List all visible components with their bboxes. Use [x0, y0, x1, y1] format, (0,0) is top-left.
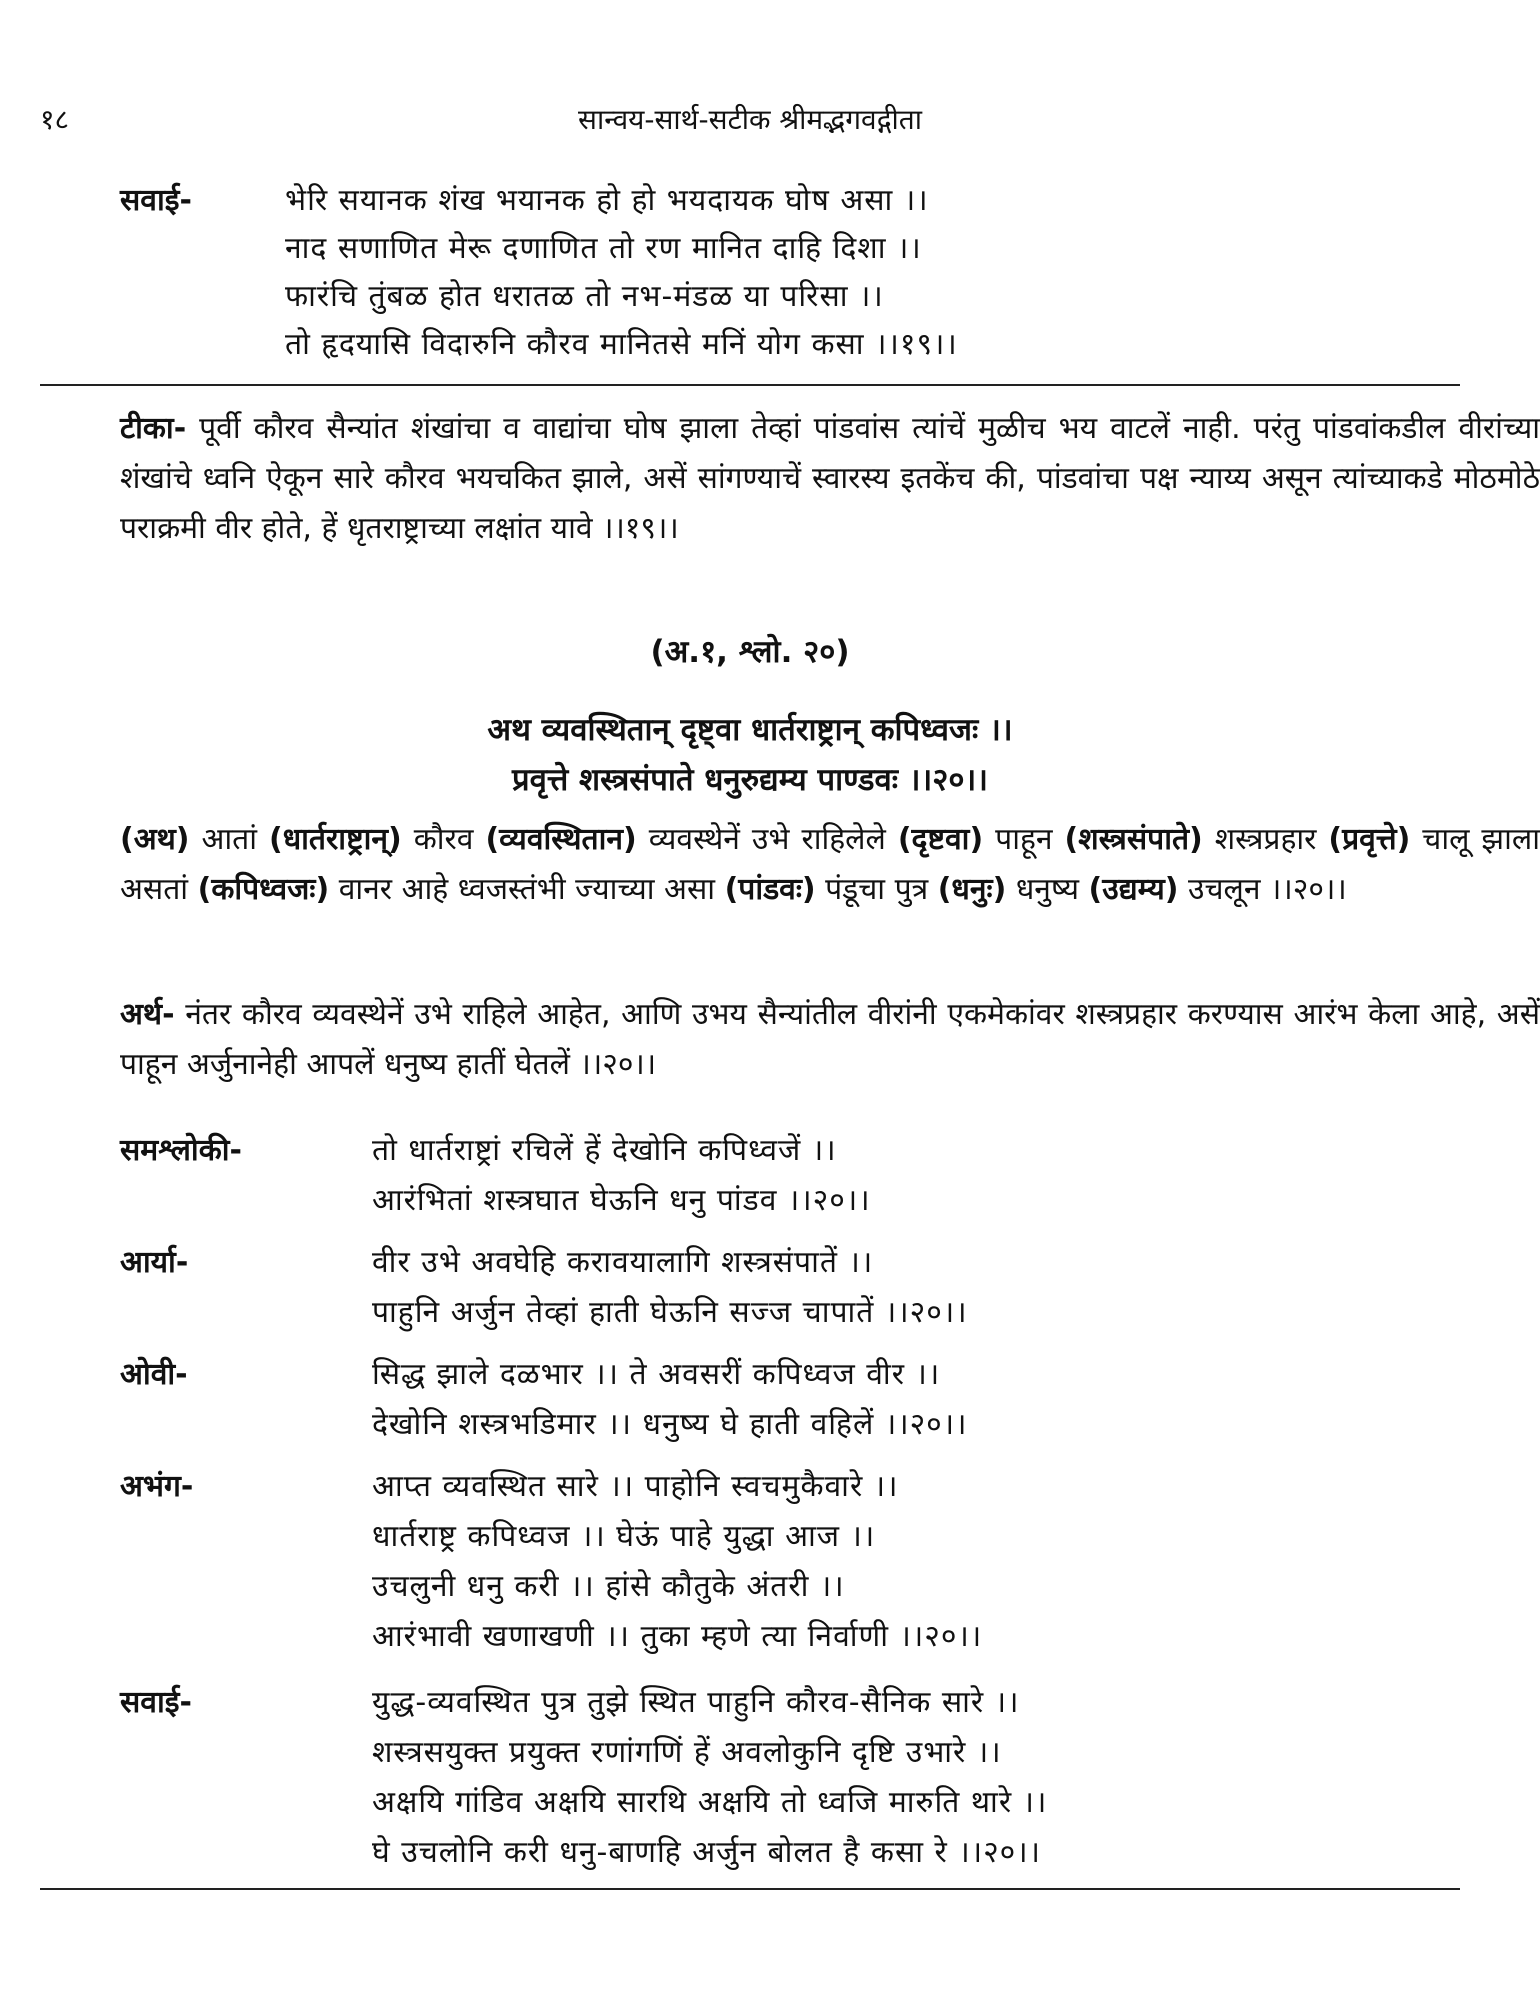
tika-text: पूर्वी कौरव सैन्यांत शंखांचा व वाद्यांचा घोष झाला तेव्हां पांडवांस त्यांचें मुळीच भय वाटलें नाही. परंतु पांडवांकडील वीरांच्या शंखांचे ध्वनि ऐकून सारे कौरव भयचकित झाले, असें सांगण्याचें स्वारस्य इतकेंच की, पांडवांचा पक्ष न्याय्य असून त्यांच्याकडे मोठमोठे पराक्रमी वीर होते, हें धृतराष्ट्राच्या लक्षांत यावे ।।१९।।: [120, 411, 1540, 546]
artha-label: अर्थ-: [120, 997, 175, 1032]
anvaya-keyword: (व्यवस्थितान): [485, 822, 637, 857]
verse-label-arya: आर्या-: [120, 1245, 189, 1280]
verse-line: पाहुनि अर्जुन तेव्हां हाती घेऊनि सज्ज चापातें ।।२०।।: [372, 1295, 968, 1330]
running-head: सान्वय-सार्थ-सटीक श्रीमद्भगवद्गीता: [578, 103, 922, 136]
verse-line: सिद्ध झाले दळभार ।। ते अवसरीं कपिध्वज वीर ।।: [372, 1357, 941, 1392]
tika-paragraph: [40, 404, 1540, 554]
anvaya-gloss: पाहून: [983, 822, 1065, 857]
shloka-line: प्रवृत्ते शस्त्रसंपाते धनुरुद्यम्य पाण्डवः ।।२०।।: [511, 762, 989, 798]
anvaya-keyword: (कपिध्वजः): [197, 872, 330, 907]
anvaya-keyword: (दृष्टवा): [897, 822, 984, 857]
anvaya-keyword: (अथ): [120, 822, 190, 857]
verse-label-abhang: अभंग-: [120, 1469, 194, 1504]
anvaya-gloss: कौरव: [401, 822, 486, 857]
verse-label-savai: सवाई-: [120, 1685, 192, 1720]
section-divider: [40, 1888, 1460, 1890]
section-divider: [40, 384, 1460, 386]
verse-line: तो धार्तराष्ट्रां रचिलें हें देखोनि कपिध्वजें ।।: [372, 1133, 837, 1168]
artha-paragraph: [40, 990, 1540, 1090]
verse-line: आरंभितां शस्त्रघात घेऊनि धनु पांडव ।।२०।।: [372, 1183, 871, 1218]
anvaya-gloss: आतां: [189, 822, 269, 857]
anvaya-keyword: (उद्यम्य): [1088, 872, 1179, 907]
artha-text: नंतर कौरव व्यवस्थेनें उभे राहिले आहेत, आणि उभय सैन्यांतील वीरांनी एकमेकांवर शस्त्रप्रहार करण्यास आरंभ केला आहे, असें पाहून अर्जुनानेही आपलें धनुष्य हातीं घेतलें ।।२०।।: [120, 997, 1540, 1082]
tika-label: टीका-: [120, 411, 187, 446]
anvaya-gloss: पंडूचा पुत्र: [815, 872, 938, 907]
anvaya-gloss: वानर आहे ध्वजस्तंभी ज्याच्या असा: [329, 872, 725, 907]
verse-line: युद्ध-व्यवस्थित पुत्र तुझे स्थित पाहुनि कौरव-सैनिक सारे ।।: [372, 1685, 1020, 1720]
anvaya-gloss: व्यवस्थेनें उभे राहिलेले: [636, 822, 898, 857]
verse-line: आप्त व्यवस्थित सारे ।। पाहोनि स्वचमुकैवारे ।।: [372, 1469, 899, 1504]
shloka-reference: (अ.१, श्लो. २०): [650, 634, 850, 670]
verse-line: तो हृदयासि विदारुनि कौरव मानितसे मनिं योग कसा ।।१९।।: [285, 327, 958, 362]
shloka-line: अथ व्यवस्थितान् दृष्ट्वा धार्तराष्ट्रान् कपिध्वजः ।।: [487, 712, 1013, 748]
verse-line: वीर उभे अवघेहि करावयालागि शस्त्रसंपातें ।।: [372, 1245, 874, 1280]
verse-line: शस्त्रसयुक्त प्रयुक्त रणांगणिं हें अवलोकुनि दृष्टि उभारे ।।: [372, 1735, 1002, 1770]
anvaya-keyword: (शस्त्रसंपाते): [1064, 822, 1203, 857]
anvaya-paragraph: [40, 815, 1540, 915]
verse-line: घे उचलोनि करी धनु-बाणहि अर्जुन बोलत है कसा रे ।।२०।।: [372, 1835, 1042, 1870]
verse-label-ovi: ओवी-: [120, 1357, 188, 1392]
anvaya-gloss: चालू झाला असतां: [120, 822, 1540, 907]
verse-line: नाद सणाणित मेरू दणाणित तो रण मानित दाहि दिशा ।।: [285, 231, 922, 266]
verse-line: फारंचि तुंबळ होत धरातळ तो नभ-मंडळ या परिसा ।।: [285, 279, 884, 314]
anvaya-keyword: (धार्तराष्ट्रान्): [269, 822, 402, 857]
verse-label-savai: सवाई-: [120, 183, 192, 218]
anvaya-gloss: धनुष्य: [1006, 872, 1089, 907]
anvaya-gloss: शस्त्रप्रहार: [1202, 822, 1329, 857]
verse-line: उचलुनी धनु करी ।। हांसे कौतुके अंतरी ।।: [372, 1569, 845, 1604]
verse-line: भेरि सयानक शंख भयानक हो हो भयदायक घोष असा ।।: [285, 183, 929, 218]
page-header: [40, 100, 1460, 136]
verse-line: धार्तराष्ट्र कपिध्वज ।। घेऊं पाहे युद्धा आज ।।: [372, 1519, 876, 1554]
anvaya-keyword: (प्रवृत्ते): [1328, 822, 1411, 857]
anvaya-keyword: (धनुः): [937, 872, 1007, 907]
verse-label-samashloki: समश्लोकी-: [120, 1133, 242, 1168]
anvaya-keyword: (पांडवः): [724, 872, 816, 907]
verse-line: आरंभावी खणाखणी ।। तुका म्हणे त्या निर्वाणी ।।२०।।: [372, 1619, 983, 1654]
verse-line: देखोनि शस्त्रभडिमार ।। धनुष्य घे हाती वहिलें ।।२०।।: [372, 1407, 968, 1442]
page-number: १८: [40, 103, 70, 136]
anvaya-gloss: उचलून ।।२०।।: [1178, 872, 1347, 907]
verse-line: अक्षयि गांडिव अक्षयि सारथि अक्षयि तो ध्वजि मारुति थारे ।।: [372, 1785, 1048, 1820]
